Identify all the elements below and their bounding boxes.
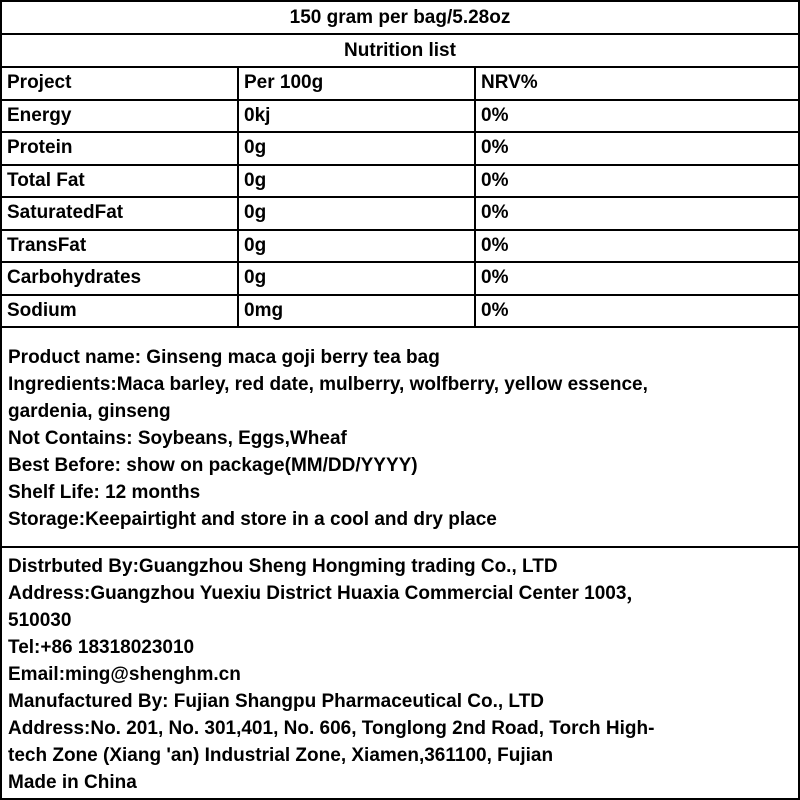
nutrient-amount: 0g [238, 197, 475, 230]
nutrient-nrv: 0% [475, 197, 798, 230]
shelf-life-line: Shelf Life: 12 months [8, 482, 201, 503]
distributor-line: Distrbuted By:Guangzhou Sheng Hongming trading Co., LTD [8, 556, 558, 577]
table-row-total-fat [2, 165, 798, 198]
manufacturer-address-line-continued: tech Zone (Xiang 'an) Industrial Zone, Xiamen,361100, Fujian [8, 745, 554, 766]
ingredients-line-continued: gardenia, ginseng [8, 401, 171, 422]
table-header-row [2, 68, 798, 100]
column-header-per-100g: Per 100g [238, 68, 475, 100]
nutrient-amount: 0g [238, 165, 475, 198]
nutrient-name: Energy [2, 100, 238, 133]
ingredients-line: Ingredients:Maca barley, red date, mulberry, wolfberry, yellow essence, [8, 374, 648, 395]
nutrient-nrv: 0% [475, 100, 798, 133]
nutrition-table [2, 68, 798, 328]
best-before-line: Best Before: show on package(MM/DD/YYYY) [8, 455, 418, 476]
manufacturer-line: Manufactured By: Fujian Shangpu Pharmaceutical Co., LTD [8, 691, 544, 712]
nutrient-amount: 0kj [238, 100, 475, 133]
nutrient-name: Carbohydrates [2, 262, 238, 295]
nutrient-amount: 0g [238, 132, 475, 165]
table-row-trans-fat [2, 230, 798, 263]
table-row-sodium [2, 295, 798, 328]
nutrient-nrv: 0% [475, 132, 798, 165]
nutrient-nrv: 0% [475, 230, 798, 263]
nutrition-list-heading: Nutrition list [2, 35, 798, 68]
package-weight-title: 150 gram per bag/5.28oz [2, 2, 798, 35]
nutrient-name: TransFat [2, 230, 238, 263]
origin-line: Made in China [8, 772, 137, 793]
table-row-energy [2, 100, 798, 133]
nutrient-nrv: 0% [475, 262, 798, 295]
telephone-line: Tel:+86 18318023010 [8, 637, 195, 658]
nutrient-name: Protein [2, 132, 238, 165]
table-row-saturated-fat [2, 197, 798, 230]
nutrient-nrv: 0% [475, 295, 798, 328]
nutrient-name: Total Fat [2, 165, 238, 198]
distributor-postcode-line: 510030 [8, 610, 72, 631]
manufacturer-address-line: Address:No. 201, No. 301,401, No. 606, Tonglong 2nd Road, Torch High- [8, 718, 655, 739]
storage-line: Storage:Keepairtight and store in a cool and dry place [8, 509, 497, 530]
email-line: Email:ming@shenghm.cn [8, 664, 241, 685]
distributor-address-line: Address:Guangzhou Yuexiu District Huaxia Commercial Center 1003， [8, 583, 646, 604]
product-name-line: Product name: Ginseng maca goji berry tea bag [8, 347, 440, 368]
nutrient-name: Sodium [2, 295, 238, 328]
product-info-section [2, 342, 798, 548]
nutrient-amount: 0mg [238, 295, 475, 328]
nutrient-amount: 0g [238, 262, 475, 295]
column-header-nrv: NRV% [475, 68, 798, 100]
nutrient-name: SaturatedFat [2, 197, 238, 230]
allergen-line: Not Contains: Soybeans, Eggs,Wheaf [8, 428, 347, 449]
company-info-section [2, 550, 798, 800]
column-header-project: Project [2, 68, 238, 100]
table-row-protein [2, 132, 798, 165]
nutrient-amount: 0g [238, 230, 475, 263]
nutrient-nrv: 0% [475, 165, 798, 198]
table-row-carbohydrates [2, 262, 798, 295]
